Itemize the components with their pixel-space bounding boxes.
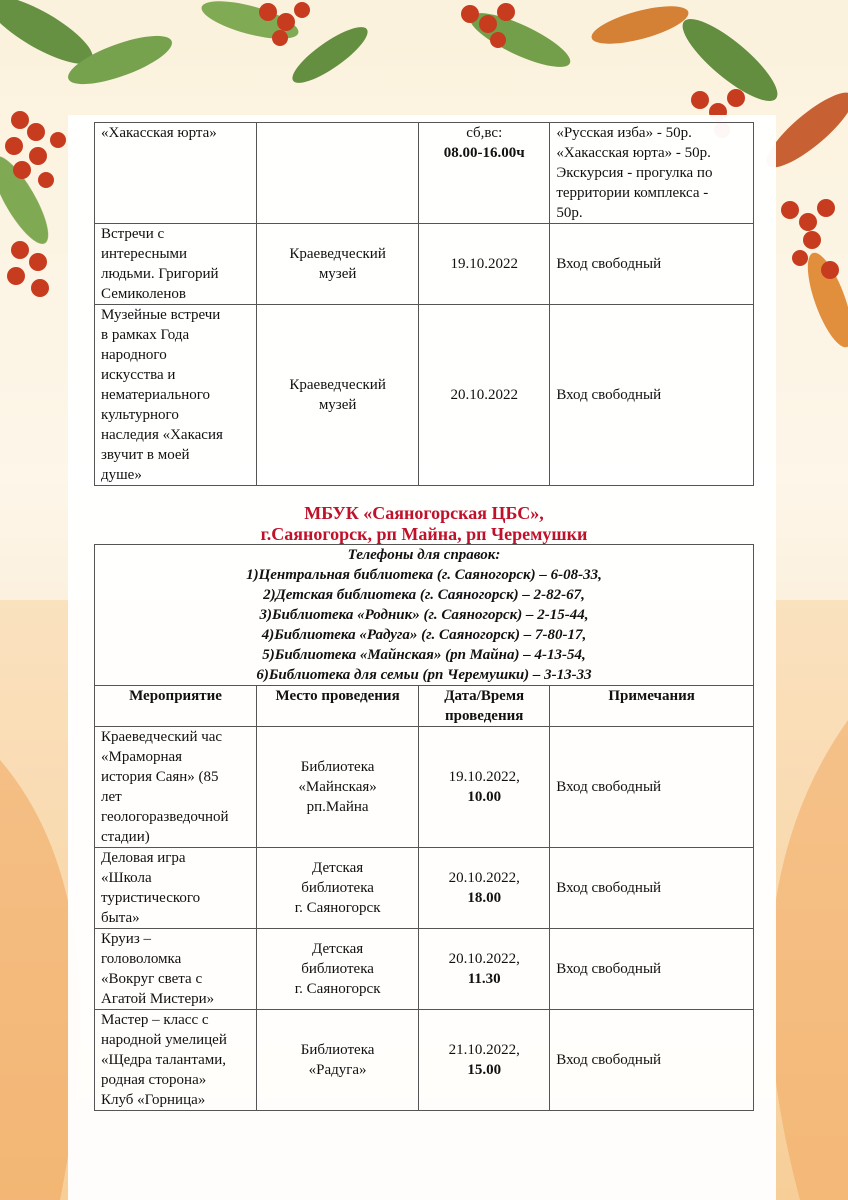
section-title: [94, 503, 754, 545]
phone-line: 1)Центральная библиотека (г. Саяногорск) – 6-08-33,: [246, 567, 602, 583]
place-cell: Детская библиотека г. Саяногорск: [257, 929, 419, 1010]
note-cell: Вход свободный: [550, 224, 754, 305]
date-cell: 20.10.2022: [419, 305, 550, 486]
date-cell: сб,вс: 08.00-16.00ч: [419, 123, 550, 224]
place-cell: Детская библиотека г. Саяногорск: [257, 848, 419, 929]
place-cell: Библиотека «Майнская» рп.Майна: [257, 727, 419, 848]
date-cell: 19.10.2022, 10.00: [419, 727, 550, 848]
note-cell: Вход свободный: [550, 1010, 754, 1111]
note-cell: Вход свободный: [550, 848, 754, 929]
event-cell: Краеведческий час «Мраморная история Саян» (85 лет геологоразведочной стадии): [95, 727, 257, 848]
event-cell: Деловая игра «Школа туристического быта»: [95, 848, 257, 929]
date-cell: 19.10.2022: [419, 224, 550, 305]
column-header-note: Примечания: [550, 686, 754, 727]
note-cell: Вход свободный: [550, 305, 754, 486]
events-table-museum: [94, 122, 754, 486]
column-header-event: Мероприятие: [95, 686, 257, 727]
phones-cell: [95, 545, 754, 686]
header-row: [95, 686, 754, 727]
events-table-library: [94, 544, 754, 1111]
table-row: [95, 727, 754, 848]
note-cell: Вход свободный: [550, 727, 754, 848]
date-cell: 20.10.2022, 11.30: [419, 929, 550, 1010]
column-header-date: Дата/Время проведения: [419, 686, 550, 727]
note-cell: Вход свободный: [550, 929, 754, 1010]
table-row: [95, 929, 754, 1010]
event-cell: Мастер – класс с народной умелицей «Щедра талантами, родная сторона» Клуб «Горница»: [95, 1010, 257, 1111]
event-cell: Музейные встречи в рамках Года народного искусства и нематериального культурного наследия «Хакасия звучит в моей душе»: [95, 305, 257, 486]
table-row: [95, 1010, 754, 1111]
place-cell: Библиотека «Радуга»: [257, 1010, 419, 1111]
date-cell: 20.10.2022, 18.00: [419, 848, 550, 929]
place-cell: [257, 123, 419, 224]
column-header-place: Место проведения: [257, 686, 419, 727]
place-cell: Краеведческий музей: [257, 224, 419, 305]
section-title-line1: МБУК «Саяногорская ЦБС»,: [304, 503, 544, 523]
phones-row: [95, 545, 754, 686]
date-cell: 21.10.2022, 15.00: [419, 1010, 550, 1111]
event-cell: Встречи с интересными людьми. Григорий Семиколенов: [95, 224, 257, 305]
note-cell: «Русская изба» - 50р. «Хакасская юрта» - 50р. Экскурсия - прогулка по территории комплекса - 50р.: [550, 123, 754, 224]
phone-line: 5)Библиотека «Майнская» (рп Майна) – 4-13-54,: [262, 647, 586, 663]
event-cell: Круиз – головоломка «Вокруг света с Агатой Мистери»: [95, 929, 257, 1010]
phone-line: 4)Библиотека «Радуга» (г. Саяногорск) – 7-80-17,: [261, 627, 587, 643]
phone-line: 6)Библиотека для семьи (рп Черемушки) – 3-13-33: [256, 667, 592, 683]
place-cell: Краеведческий музей: [257, 305, 419, 486]
event-cell: «Хакасская юрта»: [95, 123, 257, 224]
phone-line: 3)Библиотека «Родник» (г. Саяногорск) – 2-15-44,: [259, 607, 589, 623]
section-title-line2: г.Саяногорск, рп Майна, рп Черемушки: [260, 524, 588, 544]
table-row: [95, 848, 754, 929]
table-row: [95, 305, 754, 486]
table-row: [95, 224, 754, 305]
table-row: [95, 123, 754, 224]
phone-line: 2)Детская библиотека (г. Саяногорск) – 2-82-67,: [263, 587, 585, 603]
phones-heading: Телефоны для справок:: [347, 547, 501, 563]
